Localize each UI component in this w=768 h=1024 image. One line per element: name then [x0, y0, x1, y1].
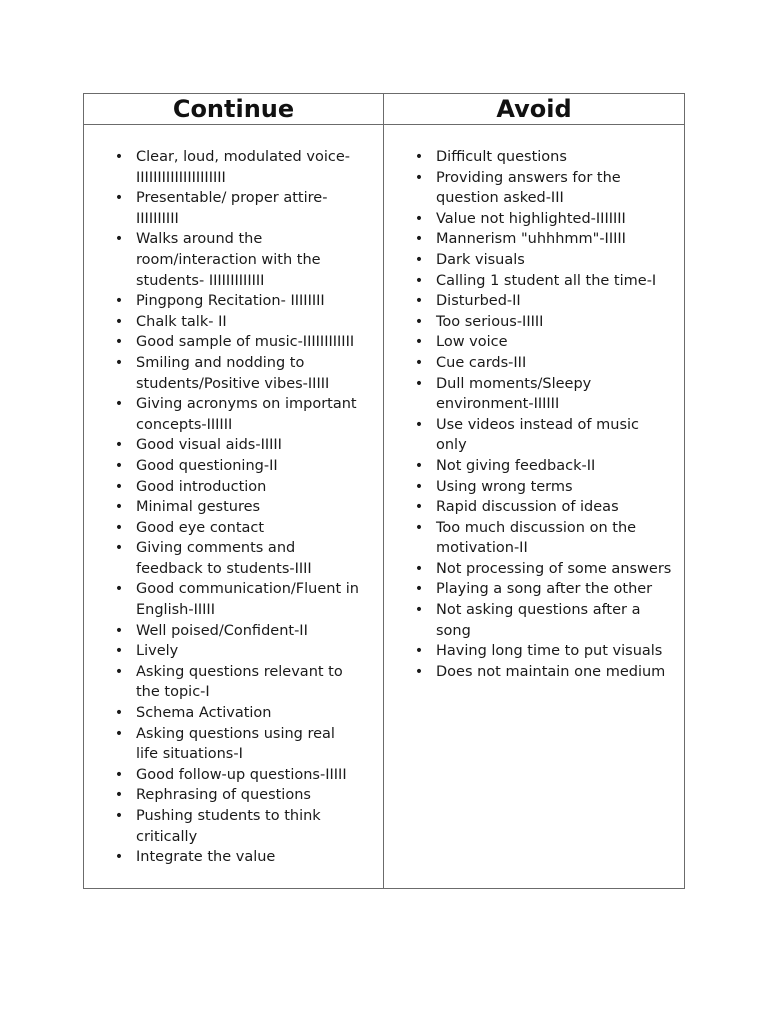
list-item-text: Calling 1 student all the time-I — [436, 272, 657, 289]
list-item-text: Not asking questions after a song — [436, 602, 641, 639]
list-item-text: Not processing of some answers — [436, 560, 672, 577]
bullet-icon: • — [414, 519, 424, 536]
bullet-icon: • — [114, 149, 124, 165]
bullet-icon: • — [414, 602, 424, 619]
bullet-icon: • — [114, 581, 124, 598]
list-item — [114, 662, 360, 703]
list-item — [114, 394, 360, 435]
list-item-text: Difficult questions — [436, 149, 567, 165]
bullet-icon: • — [114, 231, 124, 248]
bullet-icon: • — [114, 334, 124, 351]
feedback-table — [83, 93, 685, 889]
avoid-header — [384, 94, 684, 125]
list-item-text: Good communication/Fluent in English-IIIII — [136, 581, 359, 619]
list-item — [414, 600, 672, 641]
list-item — [414, 332, 672, 353]
list-item — [414, 456, 672, 477]
list-item-text: Good eye contact — [136, 519, 265, 536]
continue-cell — [84, 125, 384, 888]
list-item-text: Too much discussion on the motivation-II — [436, 519, 637, 557]
bullet-icon: • — [114, 622, 124, 639]
list-item-text: Good introduction — [136, 478, 267, 495]
list-item — [114, 435, 360, 456]
list-item — [114, 353, 360, 394]
list-item — [114, 785, 360, 806]
list-item — [114, 332, 360, 353]
bullet-icon: • — [414, 375, 424, 392]
list-item — [114, 456, 360, 477]
bullet-icon: • — [114, 190, 124, 207]
bullet-icon: • — [414, 313, 424, 330]
list-item-text: Not giving feedback-II — [436, 457, 596, 474]
bullet-icon: • — [414, 643, 424, 660]
list-item-text: Giving acronyms on important concepts-IIIIII — [136, 396, 357, 433]
bullet-icon: • — [114, 808, 124, 824]
list-item — [114, 847, 360, 868]
bullet-icon: • — [114, 457, 124, 474]
bullet-icon: • — [414, 272, 424, 289]
list-item-text: Value not highlighted-IIIIIII — [436, 210, 626, 227]
list-item-text: Pingpong Recitation- IIIIIIII — [136, 293, 325, 310]
list-item — [414, 497, 672, 518]
list-item-text: Giving comments and feedback to students-IIII — [136, 540, 312, 577]
list-item — [114, 641, 360, 662]
list-item-text: Rapid discussion of ideas — [436, 499, 619, 516]
bullet-icon: • — [414, 210, 424, 227]
list-item-text: Playing a song after the other — [436, 581, 653, 598]
list-item — [114, 147, 360, 188]
list-item — [414, 229, 672, 250]
bullet-icon: • — [114, 540, 124, 557]
bullet-icon: • — [114, 499, 124, 516]
list-item — [414, 209, 672, 230]
list-item — [114, 579, 360, 620]
bullet-icon: • — [114, 643, 124, 660]
list-item — [414, 415, 672, 456]
bullet-icon: • — [114, 787, 124, 804]
list-item — [114, 312, 360, 333]
list-item-text: Clear, loud, modulated voice-IIIIIIIIIIIIIIIIIIIII — [136, 149, 350, 186]
bullet-icon: • — [114, 396, 124, 413]
list-item-text: Providing answers for the question asked-III — [436, 169, 621, 207]
list-item-text: Integrate the value — [136, 849, 276, 866]
bullet-icon: • — [114, 478, 124, 495]
list-item — [114, 518, 360, 539]
list-item-text: Does not maintain one medium — [436, 663, 666, 680]
list-item-text: Pushing students to think critically — [136, 808, 321, 845]
list-item-text: Dark visuals — [436, 251, 525, 268]
list-item-text: Too serious-IIIII — [436, 313, 544, 330]
list-item — [114, 188, 360, 229]
list-item-text: Dull moments/Sleepy environment-IIIIII — [436, 375, 592, 413]
list-item — [414, 168, 672, 209]
list-item-text: Using wrong terms — [436, 478, 573, 495]
list-item-text: Presentable/ proper attire-IIIIIIIIII — [136, 190, 328, 227]
list-item — [114, 724, 360, 765]
list-item — [414, 559, 672, 580]
list-item — [414, 518, 672, 559]
list-item-text: Minimal gestures — [136, 499, 261, 516]
list-item — [414, 579, 672, 600]
list-item-text: Good visual aids-IIIII — [136, 437, 282, 454]
list-item — [414, 291, 672, 312]
list-item-text: Good sample of music-IIIIIIIIIIII — [136, 334, 355, 351]
list-item — [114, 806, 360, 847]
list-item — [114, 497, 360, 518]
list-item-text: Mannerism "uhhhmm"-IIIII — [436, 231, 626, 248]
bullet-icon: • — [414, 663, 424, 680]
bullet-icon: • — [114, 354, 124, 371]
list-item — [414, 374, 672, 415]
list-item-text: Good questioning-II — [136, 457, 278, 474]
bullet-icon: • — [114, 293, 124, 310]
list-item — [114, 765, 360, 786]
list-item — [414, 662, 672, 683]
list-item — [114, 229, 360, 291]
list-item — [414, 477, 672, 498]
list-item-text: Chalk talk- II — [136, 313, 227, 330]
list-item-text: Well poised/Confident-II — [136, 622, 308, 639]
bullet-icon: • — [414, 457, 424, 474]
list-item — [414, 641, 672, 662]
bullet-icon: • — [414, 293, 424, 310]
bullet-icon: • — [414, 169, 424, 186]
list-item — [114, 621, 360, 642]
list-item-text: Asking questions using real life situations-I — [136, 725, 335, 763]
bullet-icon: • — [114, 663, 124, 680]
avoid-cell — [384, 125, 684, 888]
bullet-icon: • — [414, 581, 424, 598]
list-item — [114, 477, 360, 498]
list-item — [414, 312, 672, 333]
list-item-text: Smiling and nodding to students/Positive vibes-IIIII — [136, 354, 330, 392]
bullet-icon: • — [414, 499, 424, 516]
list-item — [114, 703, 360, 724]
bullet-icon: • — [114, 725, 124, 742]
list-item-text: Low voice — [436, 334, 508, 351]
bullet-icon: • — [414, 334, 424, 351]
continue-header-text: Continue — [172, 95, 295, 123]
bullet-icon: • — [414, 149, 424, 165]
bullet-icon: • — [114, 849, 124, 866]
list-item — [114, 291, 360, 312]
bullet-icon: • — [414, 251, 424, 268]
list-item-text: Schema Activation — [136, 705, 272, 722]
list-item-text: Asking questions relevant to the topic-I — [136, 663, 343, 701]
continue-header — [84, 94, 384, 125]
list-item — [114, 538, 360, 579]
bullet-icon: • — [114, 766, 124, 783]
list-item-text: Rephrasing of questions — [136, 787, 311, 804]
avoid-header-text: Avoid — [496, 95, 572, 123]
bullet-icon: • — [114, 313, 124, 330]
bullet-icon: • — [114, 437, 124, 454]
list-item — [414, 147, 672, 168]
list-item — [414, 250, 672, 271]
continue-list — [114, 147, 360, 868]
list-item-text: Use videos instead of music only — [436, 416, 639, 454]
bullet-icon: • — [414, 560, 424, 577]
list-item — [414, 353, 672, 374]
list-item-text: Cue cards-III — [436, 354, 527, 371]
bullet-icon: • — [414, 478, 424, 495]
bullet-icon: • — [114, 705, 124, 722]
bullet-icon: • — [114, 519, 124, 536]
bullet-icon: • — [414, 416, 424, 433]
list-item-text: Having long time to put visuals — [436, 643, 663, 660]
list-item-text: Good follow-up questions-IIIII — [136, 766, 347, 783]
list-item-text: Disturbed-II — [436, 293, 521, 310]
list-item-text: Walks around the room/interaction with the students- IIIIIIIIIIIII — [136, 231, 321, 289]
list-item — [414, 271, 672, 292]
bullet-icon: • — [414, 354, 424, 371]
list-item-text: Lively — [136, 643, 179, 660]
avoid-list — [414, 147, 672, 682]
bullet-icon: • — [414, 231, 424, 248]
